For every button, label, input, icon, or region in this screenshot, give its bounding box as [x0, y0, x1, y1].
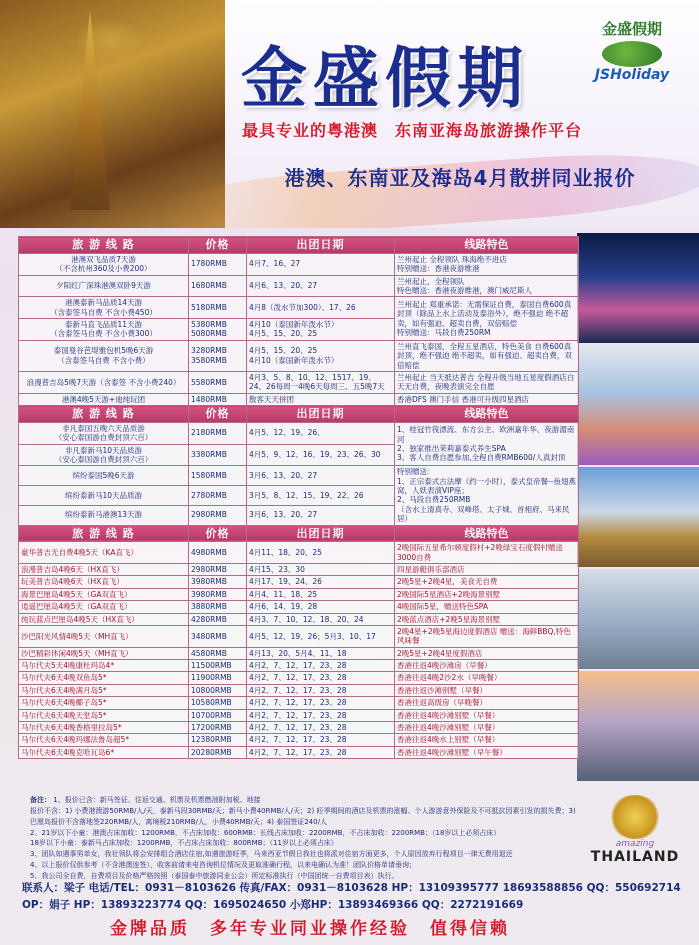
feature-cell: 2晚蓝点酒店+2晚5星海景别墅 — [395, 613, 579, 625]
feature-cell: 香港往返4晚2沙2水（早晚餐） — [395, 672, 579, 684]
feature-cell: 兰州直飞泰国，全程五星酒店，特色美食 自费600真封顶，绝不强迫 绝不超卖，如有强迫、超卖自费，双倍赔偿 — [395, 340, 579, 371]
feature-header: 线路特色 — [395, 525, 579, 542]
price-cell: 3980RMB — [189, 588, 247, 600]
feature-cell: 四星游艇俱乐部酒店 — [395, 564, 579, 576]
dates-header: 出团日期 — [247, 237, 395, 254]
contact-block — [22, 880, 692, 914]
merlion-photo — [577, 569, 699, 669]
contact-line-2: OP：娟子 HP：13893223774 QQ：1695024650 小郑HP：13893469366 QQ：2272191669 — [22, 899, 524, 911]
dates-cell: 4月17、19、24、26 — [247, 576, 395, 588]
route-cell: 非凡泰国五晚六天品质游 （安心泰国游自费封顶六百） — [19, 422, 189, 444]
disneyland-castle-photo — [577, 345, 699, 465]
brand-logo — [572, 18, 692, 98]
price-cell: 3880RMB — [189, 601, 247, 613]
route-cell: 马尔代夫6天4晚椰子岛5* — [19, 697, 189, 709]
brand-title: 金盛假期 — [241, 39, 529, 117]
price-cell: 10700RMB — [189, 709, 247, 721]
feature-cell: 香港往返4晚沙滩房（早餐） — [395, 660, 579, 672]
table-row — [19, 660, 579, 672]
amazing-text: amazing — [615, 839, 655, 849]
route-cell: 泰国曼谷芭堤雅包机5晚6天游 （含泰签马自费 不含小费） — [19, 340, 189, 371]
table-row — [19, 709, 579, 721]
feature-cell: 2晚5星+2晚4星，美食无自费 — [395, 576, 579, 588]
feature-cell: 兰州起止 郑重承诺：无需保证自费，泰国自费600真封顶（除品上水上活动及泰浴外），绝不强迫 绝不超卖，如有强迫、超卖自费，双倍赔偿 特别赠送：马段自费250RM — [395, 297, 579, 341]
price-cell: 5180RMB — [189, 297, 247, 319]
section-header-3 — [19, 525, 579, 542]
route-cell: 港澳泰新马品质14天游 （含泰签马自费 不含小费450） — [19, 297, 189, 319]
notes-block — [30, 795, 580, 882]
dates-cell: 4月2、7、12、17、23、28 — [247, 734, 395, 746]
feature-cell: 香港往返4晚沙滩别墅（早餐） — [395, 721, 579, 733]
feature-cell: 2晚国际五星希尔顿度假村+2晚绿宝石度假村赠送3000自费 — [395, 542, 579, 564]
route-cell: 海景巴厘岛4晚5天（GA双直飞） — [19, 588, 189, 600]
route-cell: 马尔代夫6天4晚天堂岛5* — [19, 709, 189, 721]
dates-cell: 4月4、11、18、25 — [247, 588, 395, 600]
dates-cell: 4月10（泰国新年泼水节） 4月5、15、20、25 — [247, 319, 395, 341]
hongkong-night-photo — [577, 233, 699, 343]
table-row — [19, 576, 579, 588]
note-line: 2、21岁以下小童：港澳占床加收：1200RMB，不占床加收：600RMB；长线占床加收：2200RMB，不占床加收：2200RMB；（18岁以上必须占床） — [30, 828, 501, 837]
feature-cell: 香港往返4晚沙滩别墅（早午餐） — [395, 746, 579, 758]
table-row — [19, 564, 579, 576]
price-cell: 4980RMB — [189, 542, 247, 564]
table-row — [19, 588, 579, 600]
table-row — [19, 253, 579, 275]
petronas-towers-photo — [577, 671, 699, 781]
logo-mark-icon — [602, 41, 662, 67]
note-line: 18岁以下小童：泰新马占床加收：1200RMB，不占床占床加收：800RMB；（11岁以上必须占床） — [30, 839, 338, 848]
footer-slogan: 金牌品质 多年专业同业操作经验 值得信赖 — [110, 919, 510, 939]
table-row — [19, 697, 579, 709]
dates-cell: 4月5、15、20、25 4月10（泰国新年泼水节） — [247, 340, 395, 371]
feature-cell: 特别赠送： 1、正宗泰式古法摩（约一小时），泰式皇帝餐--鱼翅燕窝，人妖表演VIP座； 2、马段自费250RMB （含水上清真寺、双峰塔、太子城、首相府、马来民居） — [395, 466, 579, 525]
price-cell: 2180RMB — [189, 422, 247, 444]
table-row — [19, 297, 579, 319]
route-header: 旅 游 线 路 — [19, 406, 189, 423]
table-row — [19, 422, 579, 444]
dates-cell: 4月7、16、27 — [247, 253, 395, 275]
feature-cell: 兰州起止 当天抵达普吉 全程升级当地五星度假酒店白天无自费，夜晚表演完全自愿 — [395, 371, 579, 393]
price-cell: 1480RMB — [189, 393, 247, 405]
dates-cell: 4月11、18、20、25 — [247, 542, 395, 564]
route-cell: 沙巴阳光风情4晚5天（MH直飞） — [19, 625, 189, 647]
price-cell: 2980RMB — [189, 505, 247, 525]
dates-cell: 4月2、7、12、17、23、28 — [247, 684, 395, 696]
brand-slogan: 最具专业的粤港澳 东南亚海岛旅游操作平台 — [242, 121, 583, 140]
table-row — [19, 601, 579, 613]
price-header: 价格 — [189, 406, 247, 423]
price-cell: 5580RMB — [189, 371, 247, 393]
dates-cell: 4月3、5、8、10、12、1517、19、24、26每周一4晚6天每周三、五5晚7天 — [247, 371, 395, 393]
dates-cell: 3月6、13、20、27 — [247, 466, 395, 486]
price-cell: 10800RMB — [189, 684, 247, 696]
price-cell: 1680RMB — [189, 275, 247, 297]
dates-cell: 4月2、7、12、17、23、28 — [247, 660, 395, 672]
dates-cell: 4月2、7、12、17、23、28 — [247, 672, 395, 684]
feature-cell: 2晚国际5星酒店+2晚海景别墅 — [395, 588, 579, 600]
price-table — [18, 236, 578, 759]
contact-line-1: 联系人：梁子 电话/TEL：0931－8103626 传真/FAX：0931－8103628 HP：13109395777 18693588856 QQ：550692714 — [22, 882, 681, 894]
dates-cell: 4月2、7、12、17、23、28 — [247, 746, 395, 758]
logo-cn-text: 金盛假期 — [601, 20, 662, 38]
table-row — [19, 684, 579, 696]
price-cell: 4280RMB — [189, 613, 247, 625]
table-row — [19, 672, 579, 684]
price-cell: 10580RMB — [189, 697, 247, 709]
feature-cell: 香港往返4晚沙滩别墅（早餐） — [395, 709, 579, 721]
table-row — [19, 542, 579, 564]
price-cell: 12380RMB — [189, 734, 247, 746]
route-cell: 缤纷泰国5晚6天游 — [19, 466, 189, 486]
price-cell: 3280RMB 3580RMB — [189, 340, 247, 371]
table-row — [19, 340, 579, 371]
route-cell: 缤纷泰新马港澳13天游 — [19, 505, 189, 525]
dates-cell: 4月2、7、12、17、23、28 — [247, 697, 395, 709]
route-cell: 浪漫普吉岛4晚6天（HX直飞） — [19, 564, 189, 576]
dates-cell: 4月6、14、19、28 — [247, 601, 395, 613]
price-cell: 3380RMB — [189, 444, 247, 466]
price-cell: 3480RMB — [189, 625, 247, 647]
note-line: 5、我公司全自费，自费项目及价格严格按照（泰国泰中旅游同业公会）所定标准执行（中国团统一自费项目表）执行。 — [30, 871, 399, 880]
price-cell: 11500RMB — [189, 660, 247, 672]
route-cell: 马尔代夫6天4晚双鱼岛5* — [19, 672, 189, 684]
price-cell: 2980RMB — [189, 564, 247, 576]
price-cell: 4580RMB — [189, 647, 247, 659]
route-header: 旅 游 线 路 — [19, 525, 189, 542]
feature-cell: 4晚国际5星，赠送特色SPA — [395, 601, 579, 613]
section-header-1 — [19, 237, 579, 254]
route-cell: 港澳双飞品质7天游 （不含杭州360及小费200） — [19, 253, 189, 275]
route-cell: 马尔代夫5天4晚康杜玛岛4* — [19, 660, 189, 672]
amazing-thailand-logo — [580, 795, 690, 865]
feature-cell: 香港DFS 澳门手信 香港可升级四星酒店 — [395, 393, 579, 405]
dates-cell: 4月5、12、19、26、 — [247, 422, 395, 444]
feature-header: 线路特色 — [395, 237, 579, 254]
dates-header: 出团日期 — [247, 525, 395, 542]
price-cell: 1780RMB — [189, 253, 247, 275]
feature-cell: 2晚5星+2晚4星度假酒店 — [395, 647, 579, 659]
dates-cell: 3月6、13、20、27 — [247, 505, 395, 525]
notes-label: 备注： — [30, 796, 51, 804]
dates-cell: 4月2、7、12、17、23、28 — [247, 709, 395, 721]
hero-banner — [0, 0, 699, 228]
dates-cell: 4月13、20、5月4、11、18 — [247, 647, 395, 659]
price-cell: 17200RMB — [189, 721, 247, 733]
dates-cell: 4月5、9、12、16、19、23、26、30 — [247, 444, 395, 466]
table-row — [19, 647, 579, 659]
grand-palace-photo — [577, 467, 699, 567]
route-cell: 沙巴精彩休闲4晚5天（MH直飞） — [19, 647, 189, 659]
feature-cell: 1、桂冠竹筏漂流、东方公主、欧洲嘉年华、夜游湄南河 2、独家推出茉莉嘉泰式养生SPA 3、客人自费自愿参加,全程自费RMB600/人真封顶 — [395, 422, 579, 466]
price-cell: 3980RMB — [189, 576, 247, 588]
table-row — [19, 746, 579, 758]
table-row — [19, 613, 579, 625]
dates-header: 出团日期 — [247, 406, 395, 423]
price-cell: 5380RMB 5080RMB — [189, 319, 247, 341]
feature-cell: 2晚4星+2晚5星海边度假酒店 赠送：海鲜BBQ,特色风味餐 — [395, 625, 579, 647]
route-cell: 非凡泰新马10天品质游 （安心泰国游自费封顶六百） — [19, 444, 189, 466]
dates-cell: 3月5、8、12、15、19、22、26 — [247, 486, 395, 506]
note-line: 4、以上报价仅供参考（不含港澳连签），收客前请来电咨询机位情况及更取准确行程，以来电确认为准！团队价格单请垂询； — [30, 861, 416, 870]
price-cell: 11900RMB — [189, 672, 247, 684]
price-header: 价格 — [189, 237, 247, 254]
route-cell: 浪漫普吉岛5晚7天游（含泰签 不含小费240） — [19, 371, 189, 393]
table-row — [19, 466, 579, 486]
route-header: 旅 游 线 路 — [19, 237, 189, 254]
route-cell: 夕阳红广深珠港澳双卧9天游 — [19, 275, 189, 297]
price-header: 价格 — [189, 525, 247, 542]
dates-cell: 4月15、23、30 — [247, 564, 395, 576]
route-cell: 马尔代夫6天4晚香格里拉岛5* — [19, 721, 189, 733]
note-line: 1、报价已含：新马签证、往返交通、机票及机票燃油附加税、地接 — [53, 796, 261, 804]
dates-cell: 4月2、7、12、17、23、28 — [247, 721, 395, 733]
table-row — [19, 734, 579, 746]
price-cell: 1580RMB — [189, 466, 247, 486]
section-header-2 — [19, 406, 579, 423]
price-cell: 20280RMB — [189, 746, 247, 758]
table-row — [19, 275, 579, 297]
route-cell: 纯玩蓝点巴厘岛4晚5天（HX直飞） — [19, 613, 189, 625]
dates-cell: 4月3、7、10、12、18、20、24 — [247, 613, 395, 625]
table-row — [19, 625, 579, 647]
feature-cell: 兰州起止 全程领队 珠海绝不进店 特别赠送：香港夜游维港 — [395, 253, 579, 275]
table-row — [19, 393, 579, 405]
photo-strip — [577, 233, 699, 793]
route-cell: 豪华普吉无自费4晚5天（KA直飞） — [19, 542, 189, 564]
table-row — [19, 721, 579, 733]
thailand-emblem-icon — [608, 795, 662, 839]
route-cell: 逍遥巴厘岛4晚5天（GA双直飞） — [19, 601, 189, 613]
route-cell: 玩美普吉岛4晚6天（HX直飞） — [19, 576, 189, 588]
route-cell: 泰新马直飞品质11天游 （含泰签马自费 不含小费300） — [19, 319, 189, 341]
feature-cell: 香港往返4晚水上别墅（早餐） — [395, 734, 579, 746]
feature-header: 线路特色 — [395, 406, 579, 423]
logo-en-text: JSHoliday — [594, 67, 670, 83]
feature-cell: 香港往返高级房（早晚餐） — [395, 697, 579, 709]
dates-cell: 4月8（泼水节加300）、17、26 — [247, 297, 395, 319]
dates-cell: 4月5、12、19、26；5月3、10、17 — [247, 625, 395, 647]
price-cell: 2780RMB — [189, 486, 247, 506]
route-cell: 港澳4晚5天游+迪纯玩团 — [19, 393, 189, 405]
route-cell: 缤纷泰新马10天品质游 — [19, 486, 189, 506]
feature-cell: 香港往返沙滩别墅（早餐） — [395, 684, 579, 696]
dates-cell: 散客天天拼团 — [247, 393, 395, 405]
route-cell: 马尔代夫6天4晚克哈瓦岛6* — [19, 746, 189, 758]
page-headline: 港澳、东南亚及海岛4月散拼同业报价 — [284, 166, 636, 190]
route-cell: 马尔代夫6天4晚玛娜法鲁岛超5* — [19, 734, 189, 746]
thailand-text: THAILAND — [590, 849, 680, 865]
table-row — [19, 371, 579, 393]
dates-cell: 4月6、13、20、27 — [247, 275, 395, 297]
feature-cell: 兰州起止，全程领队 特色赠送：香港夜游维港，澳门威尼斯人 — [395, 275, 579, 297]
note-line: 3、团队如遇事男单女，我社领队将会安排组合酒店住宿,如遇旅游旺季，马来西亚节假日我社也将派对住宿方面更多，个人原因放弃行程项目一律无费用退还 — [30, 850, 513, 859]
note-line: 报价不含：1) 小费港澳游50RMB/人/天，泰新马段30RMB/天；新马小费40RMB/人/天；2) 旺季期间的酒店及机票的涨幅、个人游游意外保险及不可抵抗因素引发的损失费；3) 巴厘岛报价不含落地签220RMB/人，离境税210RMB/人，小费40RMB/天；4) 泰国签证240/人 — [30, 806, 576, 826]
route-cell: 马尔代夫6天4晚满月岛5* — [19, 684, 189, 696]
